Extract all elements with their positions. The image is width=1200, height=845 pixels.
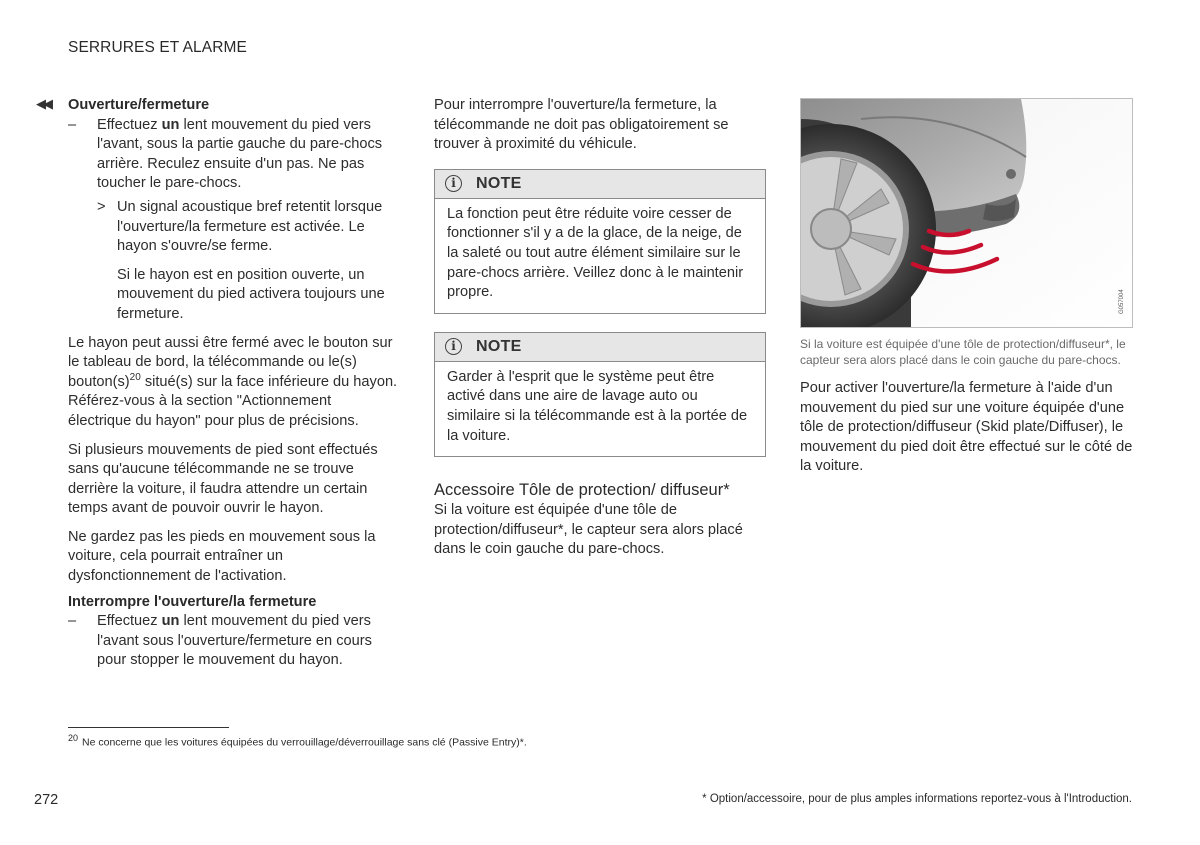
result-marker: >: [97, 198, 106, 215]
para-remote-not-needed: Pour interrompre l'ouverture/la fermeture, la télécommande ne doit pas obligatoirement se trouver à proximité du véhicule.: [434, 97, 729, 153]
option-footer-note: * Option/accessoire, pour de plus amples informations reportez-vous à l'Introduction.: [702, 793, 1132, 805]
result-open-position: Si le hayon est en position ouverte, un mouvement du pied activera toujours une fermeture.: [117, 266, 385, 322]
result-signal: [68, 198, 398, 257]
dash-marker: –: [68, 116, 77, 133]
footnote: [68, 733, 527, 749]
note-header: [435, 170, 765, 199]
footnote-text: Ne concerne que les voitures équipées du verrouillage/déverrouillage sans clé (Passive Entry)*.: [82, 736, 527, 749]
column-middle: [434, 96, 766, 560]
para-close-options: [68, 334, 398, 432]
step-interrupt: [68, 612, 398, 671]
note-box-1: [434, 169, 766, 314]
note-title: NOTE: [476, 174, 522, 192]
step-kick-post: lent mouvement du pied vers l'avant, sous la partie gauche du pare-chocs arrière. Reculez ensuite d'un pas. Ne pas toucher le pare-chocs.: [97, 116, 383, 192]
step-kick: [68, 116, 398, 194]
heading-accessory-text: Accessoire Tôle de protection/ diffuseur: [434, 481, 724, 500]
para-skid-plate: Pour activer l'ouverture/la fermeture à l'aide d'un mouvement du pied sur une voiture équipée d'une tôle de protection/diffuseur (Skid plate/Diffuser), le mouvement du pied doit être effectué sur le côté de la voiture.: [800, 380, 1133, 475]
note-header: [435, 333, 765, 362]
footnote-divider: [68, 727, 229, 728]
footnote-number: 20: [68, 733, 79, 743]
note-body: La fonction peut être réduite voire cesser de fonctionner s'il y a de la glace, de la neige, de la saleté ou tout autre élément similaire sur le pare-chocs arrière. Veillez donc à le maintenir propre.: [447, 205, 744, 301]
note-body: Garder à l'esprit que le système peut être activé dans une aire de lavage auto ou similaire si la télécommande est à la portée de la voiture.: [447, 368, 748, 444]
step-interrupt-bold: un: [161, 613, 180, 630]
result-signal-text: Un signal acoustique bref retentit lorsque l'ouverture/la fermeture est activée. Le hayon s'ouvre/se ferme.: [117, 198, 383, 255]
section-header: SERRURES ET ALARME: [68, 39, 247, 56]
figure-caption: Si la voiture est équipée d'une tôle de protection/diffuseur*, le capteur sera alors placé dans le coin gauche du pare-chocs.: [800, 337, 1126, 367]
heading-accessory: [434, 480, 766, 501]
heading-interrupt: Interrompre l'ouverture/la fermeture: [68, 593, 317, 610]
para-feet-warning: Ne gardez pas les pieds en mouvement sous la voiture, cela pourrait entraîner un dysfonctionnement de l'activation.: [68, 528, 376, 585]
back-arrows-icon[interactable]: ◀◀: [36, 96, 50, 111]
dash-marker: –: [68, 613, 77, 630]
footnote-ref[interactable]: 20: [129, 371, 141, 383]
para-multiple-kicks: Si plusieurs mouvements de pied sont effectués sans qu'aucune télécommande ne se trouve derrière la voiture, il faudra attendre un certain temps avant de pouvoir ouvrir le hayon.: [68, 441, 378, 517]
info-icon: i: [445, 175, 462, 192]
step-interrupt-pre: Effectuez: [97, 613, 162, 630]
para-close-pre: Le hayon peut aussi être fermé avec le bouton sur le tableau de bord, la télécommande ou le(s) bouton(s): [68, 334, 393, 390]
column-left: [68, 96, 398, 671]
step-kick-bold: un: [161, 116, 180, 133]
column-right: [800, 98, 1134, 477]
info-icon: i: [445, 338, 462, 355]
note-title: NOTE: [476, 337, 522, 355]
page-number: 272: [34, 792, 59, 808]
step-interrupt-post: lent mouvement du pied vers l'avant sous l'ouverture/fermeture en cours pour stopper le mouvement du hayon.: [97, 613, 372, 669]
para-accessory: Si la voiture est équipée d'une tôle de protection/diffuseur*, le capteur sera alors placé dans le coin gauche du pare-chocs.: [434, 502, 743, 558]
rear-bumper-illustration: [801, 99, 1133, 328]
figure-code: G057004: [1119, 289, 1125, 314]
note-box-2: [434, 332, 766, 457]
para-close-post: situé(s) sur la face inférieure du hayon. Référez-vous à la section "Actionnement électrique du hayon" pour plus de précisions.: [68, 373, 398, 429]
heading-open-close: Ouverture/fermeture: [68, 97, 210, 113]
step-kick-pre: Effectuez: [97, 116, 162, 133]
bumper-sensor-figure: [800, 98, 1133, 328]
option-star: *: [723, 481, 730, 500]
